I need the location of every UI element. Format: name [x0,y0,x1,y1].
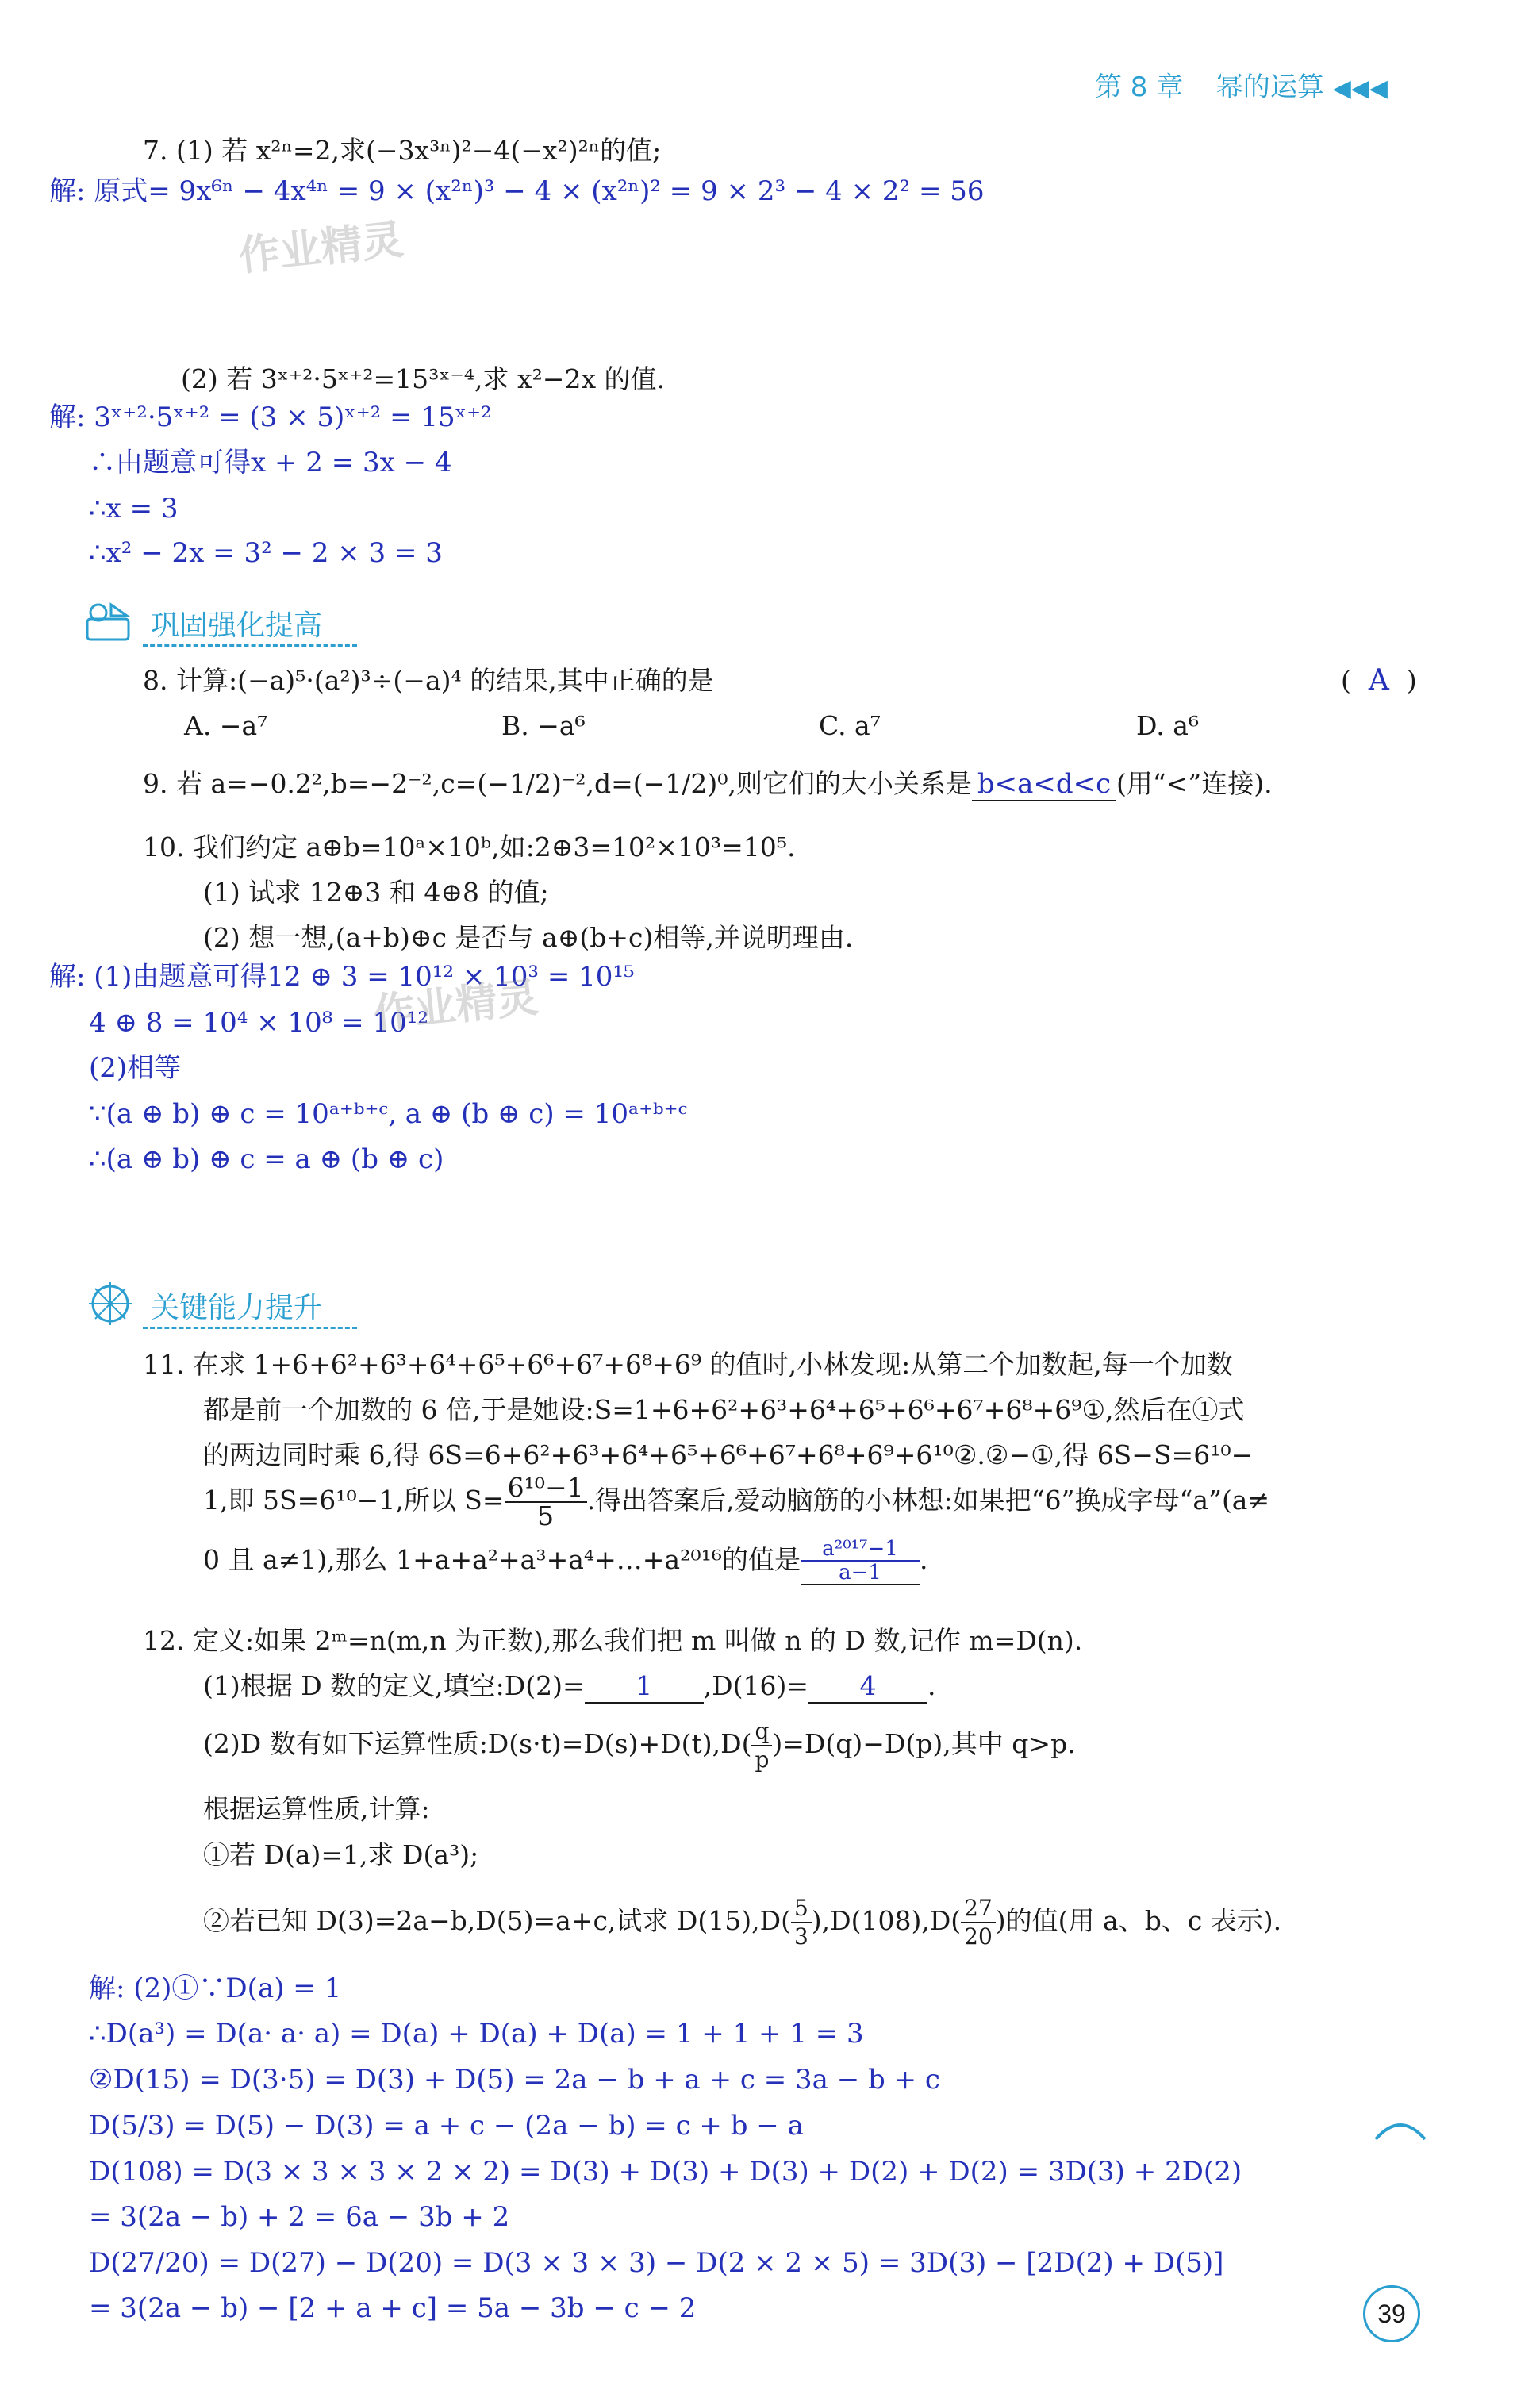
q10-sub2: (2) 想一想,(a+b)⊕c 是否与 a⊕(b+c)相等,并说明理由. [203,922,854,953]
q12-f1-top: 5 [791,1895,812,1923]
q12-c2 [203,1895,1281,1950]
q12-f2-bot: 20 [964,1923,993,1950]
q8-answer-bracket: ( A ) [1341,664,1417,697]
q11-line4-post: .得出答案后,爱动脑筋的小林想:如果把“6”换成字母“a”(a≠ [586,1485,1270,1516]
decorative-arc-icon [1373,2111,1428,2146]
watermark: 作业精灵 [236,216,406,281]
q12-qp-fraction [751,1718,772,1773]
q12-c2-pre: ②若已知 D(3)=2a−b,D(5)=a+c,试求 D(15),D( [203,1905,791,1936]
q9-answer: b<a<d<c [972,768,1116,801]
q12-sub2 [203,1718,1076,1773]
q11-frac-bot: 5 [537,1500,555,1531]
q10-sub1: (1) 试求 12⊕3 和 4⊕8 的值; [203,877,549,908]
q12-f1-bot: 3 [793,1923,808,1950]
q12-ans-line7: D(27/20) = D(27) − D(20) = D(3 × 3 × 3) − D(2 × 2 × 5) = 3D(3) − [2D(2) + D(5)] [89,2247,1224,2279]
q12-ans-line8: = 3(2a − b) − [2 + a + c] = 5a − 3b − c − 2 [89,2292,697,2324]
q8-option-d: D. a⁶ [1136,710,1200,741]
q12-f2-top: 27 [961,1895,996,1923]
q12-ans-line5: D(108) = D(3 × 3 × 3 × 2 × 2) = D(3) + D(3) + D(3) + D(2) + D(2) = 3D(3) + 2D(2) [89,2156,1242,2188]
q8-option-b: B. −a⁶ [501,710,586,741]
q12-frac-p: p [755,1746,770,1773]
section-divider-2 [143,1327,357,1329]
q11-line5: 0 且 a≠1),那么 1+a+a²+a³+a⁴+…+a²⁰¹⁶的值是 $\frac{\text{a²⁰¹⁷−1}}{a-1}$ . [203,1537,928,1585]
q11-line1: 11. 在求 1+6+6²+6³+6⁴+6⁵+6⁶+6⁷+6⁸+6⁹ 的值时,小林发现:从第二个加数起,每一个加数 [143,1349,1233,1380]
section-divider [143,644,357,647]
q10-ans-line1: 解: (1)由题意可得12 ⊕ 3 = 10¹² × 10³ = 10¹⁵ [49,961,635,993]
q11-line4-pre: 1,即 5S=6¹⁰−1,所以 S= [203,1485,505,1516]
q12-c2-post: )的值(用 a、b、c 表示). [995,1905,1282,1936]
q7-answer2-line3: ∴x = 3 [89,493,179,524]
q12-frac-q: q [751,1718,772,1746]
q10-ans-line5: ∴(a ⊕ b) ⊕ c = a ⊕ (b ⊕ c) [89,1143,444,1175]
q11-line3: 的两边同时乘 6,得 6S=6+6²+6³+6⁴+6⁵+6⁶+6⁷+6⁸+6⁹+6¹⁰②.②−①,得 6S−S=6¹⁰− [203,1439,1254,1470]
q10-ans-line3: (2)相等 [89,1052,182,1084]
q7-answer2-line2: ∴由题意可得x + 2 = 3x − 4 [89,447,452,478]
section-icon-consolidate [83,597,138,646]
q11-line4 [203,1474,1269,1530]
q7-answer2-line1: 解: 3ˣ⁺²·5ˣ⁺² = (3 × 5)ˣ⁺² = 15ˣ⁺² [49,402,492,433]
q8-option-c: C. a⁷ [819,710,881,741]
q12-c2-mid: ),D(108),D( [811,1905,962,1936]
q10-stem: 10. 我们约定 a⊕b=10ᵃ×10ᵇ,如:2⊕3=10²×10³=10⁵. [143,832,796,863]
triangle-arrows-icon: ◀◀◀ [1332,75,1388,102]
q12-blank-d16: 4 [808,1670,927,1704]
page-number-badge [1363,2285,1420,2342]
chapter-title: 幂的运算 [1215,71,1324,103]
chapter-number: 第 8 章 [1095,71,1184,103]
q12-ans-line1: 解: (2)①∵D(a) = 1 [89,1973,342,2004]
q10-ans-line2: 4 ⊕ 8 = 10⁴ × 10⁸ = 10¹² [89,1007,428,1039]
page-number: 39 [1377,2300,1406,2328]
q9-stem: 9. 若 a=−0.2²,b=−2⁻²,c=(−1/2)⁻²,d=(−1/2)⁰,则它们的大小关系是 [143,768,972,799]
q12-ans-line3: ②D(15) = D(3·5) = D(3) + D(5) = 2a − b + a + c = 3a − b + c [89,2064,940,2096]
q10-ans-line4: ∵(a ⊕ b) ⊕ c = 10ᵃ⁺ᵇ⁺ᶜ, a ⊕ (b ⊕ c) = 10ᵃ⁺ᵇ⁺ᶜ [89,1098,688,1130]
q12-sub1-pre: (1)根据 D 数的定义,填空:D(2)= [203,1670,585,1701]
q8-stem: 8. 计算:(−a)⁵·(a²)³÷(−a)⁴ 的结果,其中正确的是 [143,665,714,696]
q7-part1: 7. (1) 若 x²ⁿ=2,求(−3x³ⁿ)²−4(−x²)²ⁿ的值; [143,135,662,166]
q9-line [143,768,1273,801]
q11-answer-top: a²⁰¹⁷−1 [801,1538,920,1562]
section-title-key: 关键能力提升 [151,1292,323,1324]
q9-tail: (用“<”连接). [1116,768,1273,799]
watermark-2: 作业精灵 [371,974,541,1039]
q7-answer2-line4: ∴x² − 2x = 3² − 2 × 3 = 3 [89,537,443,569]
section-icon-key [83,1276,138,1331]
q12-frac-5-3 [791,1895,812,1950]
q12-ans-line4: D(5/3) = D(5) − D(3) = a + c − (2a − b) = c + b − a [89,2110,804,2142]
q8-option-a: A. −a⁷ [184,710,268,741]
q12-c1: ①若 D(a)=1,求 D(a³); [203,1839,479,1870]
q11-fraction [505,1474,587,1530]
q7-answer1: 解: 原式= 9x⁶ⁿ − 4x⁴ⁿ = 9 × (x²ⁿ)³ − 4 × (x²ⁿ)² = 9 × 2³ − 4 × 2² = 56 [49,175,985,207]
section-title-consolidate: 巩固强化提高 [151,609,323,642]
q11-answer-bot: a−1 [839,1561,881,1585]
q11-line2: 都是前一个加数的 6 倍,于是她设:S=1+6+6²+6³+6⁴+6⁵+6⁶+6⁷+6⁸+6⁹①,然后在①式 [203,1394,1245,1425]
q11-answer [801,1538,920,1585]
q12-ans-line6: = 3(2a − b) + 2 = 6a − 3b + 2 [89,2201,510,2233]
q12-sub2-post: )=D(q)−D(p),其中 q>p. [772,1728,1076,1759]
chapter-header [1095,65,1388,104]
q12-rule: 根据运算性质,计算: [203,1793,430,1824]
q12-ans-line2: ∴D(a³) = D(a· a· a) = D(a) + D(a) + D(a) = 1 + 1 + 1 = 3 [89,2018,864,2050]
q12-sub2-pre: (2)D 数有如下运算性质:D(s·t)=D(s)+D(t),D( [203,1728,752,1759]
q12-frac-27-20 [961,1895,996,1950]
q12-stem: 12. 定义:如果 2ᵐ=n(m,n 为正数),那么我们把 m 叫做 n 的 D 数,记作 m=D(n). [143,1625,1083,1656]
q11-frac-top: 6¹⁰−1 [505,1474,587,1503]
q11-line5-text: 0 且 a≠1),那么 1+a+a²+a³+a⁴+…+a²⁰¹⁶的值是 [203,1544,801,1575]
q12-sub1: (1)根据 D 数的定义,填空:D(2)= 1 ,D(16)= 4 . [203,1670,936,1704]
q12-sub1-mid: ,D(16)= [703,1670,808,1701]
q8-answer: A [1368,664,1389,697]
q12-blank-d2: 1 [585,1670,704,1704]
q7-part2: (2) 若 3ˣ⁺²·5ˣ⁺²=15³ˣ⁻⁴,求 x²−2x 的值. [181,363,666,394]
